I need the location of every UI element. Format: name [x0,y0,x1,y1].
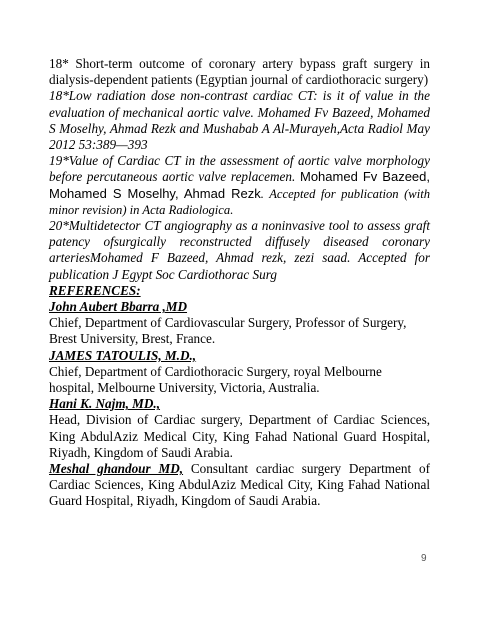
reference-name-2: JAMES TATOULIS, M.D., [49,347,197,363]
publication-20-mdct: 20*Multidetector CT angiography as a noninvasive tool to assess graft patency ofsurgically reconstructed diffusely diseased coronary arteriesMohamed F Bazeed, Ahmad rezk, zezi saad. Accepted for publication J Egypt Soc Cardiothorac Surg [49,218,430,282]
publication-19-status: . Accepted for publication (with minor revision) in Acta Radiologica. [49,186,430,217]
reference-details-4: Consultant cardiac surgery Department of Cardiac Sciences, King AbdulAziz Medical City, King Fahad National Guard Hospital, Riyadh, Kingdom of Saudi Arabia. [49,461,430,509]
page-number: 9 [421,553,427,564]
reference-details-1: Chief, Department of Cardiovascular Surgery, Professor of Surgery, Brest University, Brest, France. [49,315,407,347]
reference-details-2: Chief, Department of Cardiothoracic Surgery, royal Melbourne hospital, Melbourne University, Victoria, Australia. [49,363,382,396]
reference-name-1: John Aubert Bbarra ,MD [49,299,188,315]
publication-19-value-of-cardiac-ct [49,153,430,218]
reference-entry-4 [49,461,430,510]
publication-18-outcome: 18* Short-term outcome of coronary artery bypass graft surgery in dialysis-dependent patients (Egyptian journal of cardiothoracic surgery) [49,56,430,88]
publication-19-title: 19*Value of Cardiac CT in the assessment of aortic valve morphology before percutaneous aortic valve replacemen. [49,153,430,185]
publication-18-low-dose-ct: 18*Low radiation dose non-contrast cardiac CT: is it of value in the evaluation of mechanical aortic valve. Mohamed Fv Bazeed, Mohamed S Moselhy, Ahmad Rezk and Mushabab A Al-Murayeh,Acta Radiol May 2012 53:389—393 [49,88,430,153]
publication-19-authors: Mohamed Fv Bazeed, Mohamed S Moselhy, Ahmad Rezk [49,169,430,201]
reference-name-3: Hani K. Najm, MD., [49,396,161,412]
reference-details-3: Head, Division of Cardiac surgery, Department of Cardiac Sciences, King AbdulAziz Medical City, King Fahad National Guard Hospital, Riyadh, Kingdom of Saudi Arabia. [49,412,430,460]
document-page [49,56,430,510]
references-heading: REFERENCES: [49,282,141,298]
reference-name-4: Meshal ghandour MD, [49,461,184,477]
